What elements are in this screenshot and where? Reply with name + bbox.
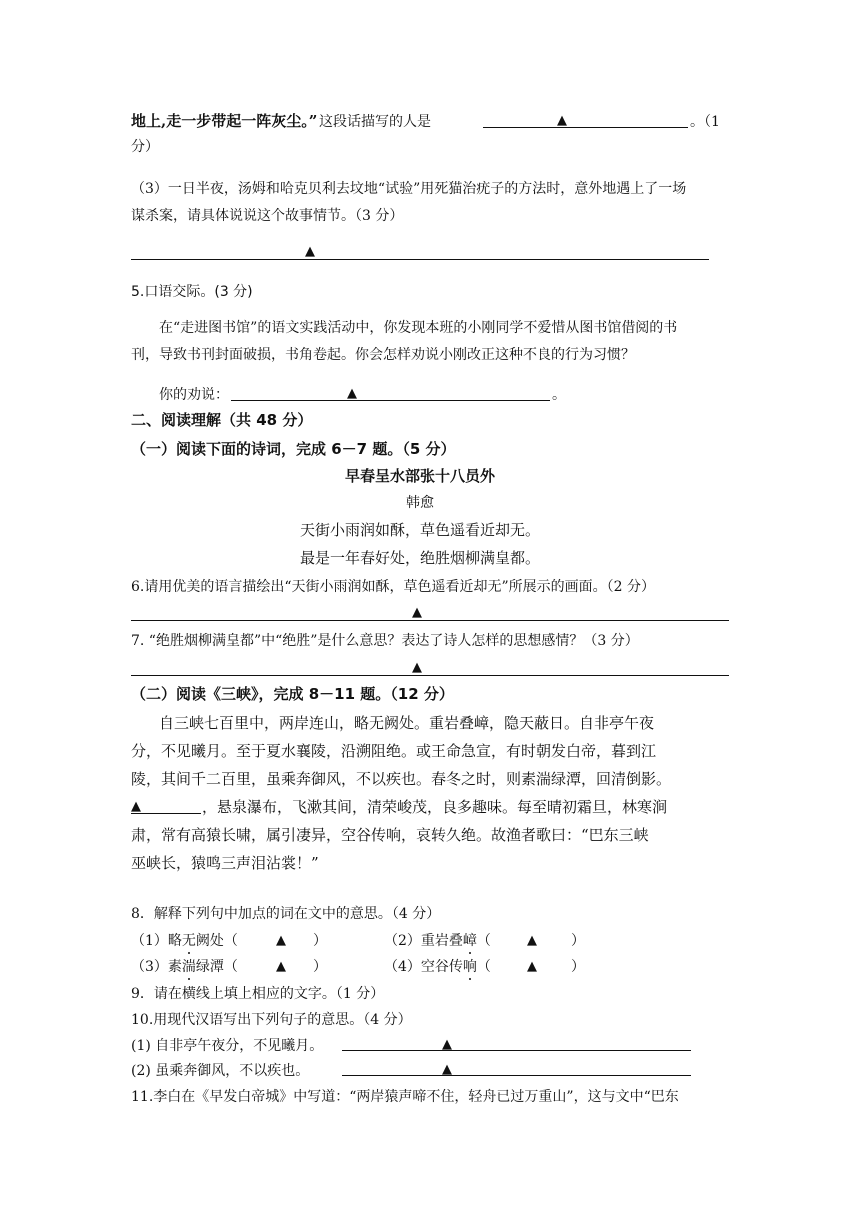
q8-item-2: （2）重岩叠嶂（ bbox=[384, 933, 491, 949]
section2-sub2: （二）阅读《三峡》，完成 8－11 题。（12 分） bbox=[131, 685, 454, 703]
poem-title: 早春呈水部张十八员外 bbox=[344, 467, 495, 485]
answer-blank bbox=[342, 1050, 691, 1051]
q4-part2-score: 分） bbox=[131, 139, 159, 155]
blank-marker-icon: ▲ bbox=[412, 660, 422, 675]
blank-marker-icon: ▲ bbox=[527, 959, 537, 974]
poem-line-2: 最是一年春好处，绝胜烟柳满皇都。 bbox=[299, 549, 540, 567]
q8-item-4: （4）空谷传响（ bbox=[384, 959, 491, 975]
passage-line-2: 分，不见曦月。至于夏水襄陵，沿溯阻绝。或王命急宣，有时朝发白帝，暮到江 bbox=[131, 742, 657, 760]
fill-blank bbox=[131, 813, 201, 814]
q8-item-1: （1）略无阙处（ bbox=[131, 933, 238, 949]
q5-end: 。 bbox=[552, 387, 566, 403]
q9-text: 9．请在横线上填上相应的文字。（1 分） bbox=[131, 986, 385, 1002]
answer-blank bbox=[231, 400, 550, 401]
q8-item-1-close: ） bbox=[313, 933, 327, 949]
answer-line bbox=[131, 259, 709, 260]
blank-marker-icon: ▲ bbox=[347, 386, 357, 401]
blank-marker-icon: ▲ bbox=[131, 799, 141, 814]
q4-part2-text: 地上,走一步带起一阵灰尘。” bbox=[131, 112, 318, 130]
blank-marker-icon: ▲ bbox=[305, 244, 315, 259]
blank-marker-icon: ▲ bbox=[276, 933, 286, 948]
passage-line-3: 陵，其间千二百里，虽乘奔御风，不以疾也。春冬之时，则素湍绿潭，回清倒影。 bbox=[131, 770, 672, 788]
poem-author: 韩愈 bbox=[406, 495, 434, 511]
blank-marker-icon: ▲ bbox=[442, 1037, 452, 1052]
dotted-word: 嶂 bbox=[462, 933, 477, 949]
q5-line1: 在“走进图书馆”的语文实践活动中，你发现本班的小刚同学不爱惜从图书馆借阅的书 bbox=[159, 320, 678, 336]
blank-marker-icon: ▲ bbox=[276, 959, 286, 974]
answer-line bbox=[131, 675, 729, 676]
answer-line bbox=[131, 620, 729, 621]
q8-item-3: （3）素湍绿潭（ bbox=[131, 959, 238, 975]
blank-marker-icon: ▲ bbox=[412, 605, 422, 620]
blank-marker-icon: ▲ bbox=[442, 1062, 452, 1077]
dotted-word: 响 bbox=[462, 959, 477, 975]
passage-line-1: 自三峡七百里中，两岸连山，略无阙处。重岩叠嶂，隐天蔽日。自非亭午夜 bbox=[159, 714, 655, 732]
q4-part2-end: 。（1 bbox=[690, 114, 720, 130]
dotted-word: 无 bbox=[181, 933, 196, 949]
dotted-word: 湍 bbox=[181, 959, 196, 975]
q5-title: 5.口语交际。(3 分) bbox=[131, 284, 253, 300]
q5-prompt: 你的劝说： bbox=[159, 387, 229, 403]
passage-line-6: 巫峡长，猿鸣三声泪沾裳！” bbox=[131, 854, 319, 872]
q10-text: 10.用现代汉语写出下列句子的意思。（4 分） bbox=[131, 1012, 412, 1028]
q8-item-4-close: ） bbox=[571, 959, 585, 975]
section2-sub1: （一）阅读下面的诗词，完成 6－7 题。（5 分） bbox=[131, 440, 456, 458]
section2-heading: 二、阅读理解（共 48 分） bbox=[131, 411, 313, 429]
q5-line2: 刊，导致书刊封面破损，书角卷起。你会怎样劝说小刚改正这种不良的行为习惯？ bbox=[131, 347, 635, 363]
q4-part3-line2: 谋杀案，请具体说说这个故事情节。（3 分） bbox=[131, 208, 404, 224]
q11-text: 11.李白在《早发白帝城》中写道：“两岸猿声啼不住，轻舟已过万重山”，这与文中“巴东 bbox=[131, 1089, 679, 1105]
q4-part3-line1: （3）一日半夜，汤姆和哈克贝利去坟地“试验”用死猫治疣子的方法时，意外地遇上了一场 bbox=[131, 181, 687, 197]
q4-part2-suffix: 这段话描写的人是 bbox=[319, 114, 431, 130]
blank-marker-icon: ▲ bbox=[557, 113, 567, 128]
answer-blank bbox=[483, 127, 688, 128]
q8-item-3-close: ） bbox=[313, 959, 327, 975]
passage-line-5: 肃，常有高猿长啸，属引凄异，空谷传响，哀转久绝。故渔者歌曰：“巴东三峡 bbox=[131, 826, 649, 844]
answer-blank bbox=[342, 1075, 691, 1076]
blank-marker-icon: ▲ bbox=[527, 933, 537, 948]
q6-text: 6.请用优美的语言描绘出“天街小雨润如酥，草色遥看近却无”所展示的画面。（2 分） bbox=[131, 579, 656, 595]
poem-line-1: 天街小雨润如酥，草色遥看近却无。 bbox=[299, 521, 540, 539]
passage-line-4: ，悬泉瀑布，飞漱其间，清荣峻茂，良多趣味。每至晴初霜旦，林寒涧 bbox=[202, 798, 668, 816]
q7-text: 7. “绝胜烟柳满皇都”中“绝胜”是什么意思？表达了诗人怎样的思想感情？（3 分） bbox=[131, 633, 639, 649]
q8-item-2-close: ） bbox=[571, 933, 585, 949]
q8-text: 8．解释下列句中加点的词在文中的意思。（4 分） bbox=[131, 906, 441, 922]
q10-item-2: (2) 虽乘奔御风，不以疾也。 bbox=[131, 1063, 310, 1079]
q10-item-1: (1) 自非亭午夜分，不见曦月。 bbox=[131, 1038, 324, 1054]
